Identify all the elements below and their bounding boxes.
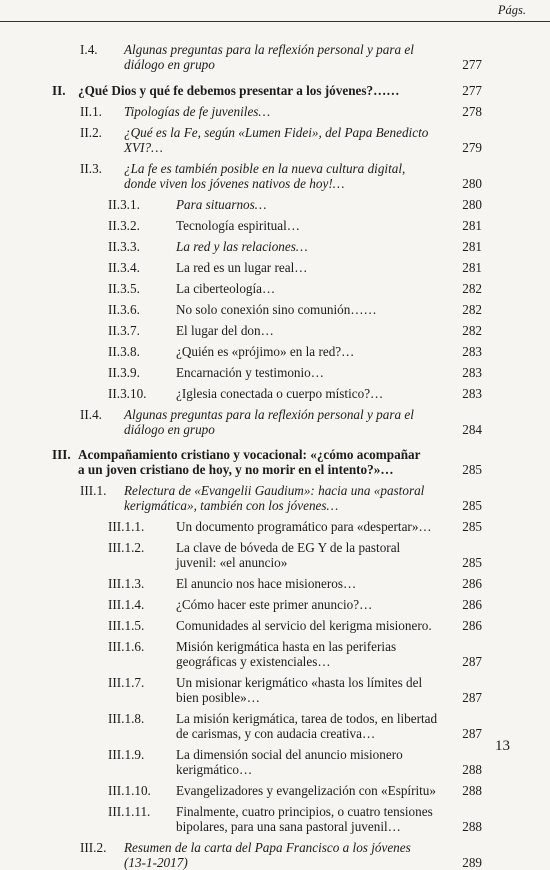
toc-entry-title	[78, 83, 452, 98]
toc-entry-title-line: Resumen de la carta del Papa Francisco a los jóvenes	[124, 840, 411, 855]
toc-entry-title-line: La dimensión social del anuncio misionero	[176, 747, 403, 762]
toc-entry-title-line: La red es un lugar real…	[176, 260, 308, 275]
toc-entry-number: II.3.8.	[108, 344, 140, 359]
toc-entry-title-line: La clave de bóveda de EG Y de la pastoral	[176, 540, 401, 555]
toc-entry-title-line: Relectura de «Evangelii Gaudium»: hacia una «pastoral	[124, 483, 425, 498]
toc-entry-page: 283	[462, 386, 482, 401]
toc-entry-number: II.3.	[80, 161, 102, 176]
toc-entry-title	[176, 675, 452, 705]
toc-entry-title-line: El lugar del don…	[176, 323, 274, 338]
toc-entry	[0, 42, 550, 72]
toc-entry-title	[124, 125, 452, 155]
toc-entry-page: 285	[462, 498, 482, 513]
toc-entry	[0, 365, 550, 380]
toc-entry-title-line: a un joven cristiano de hoy, y no morir en el intento?»…	[78, 462, 394, 477]
toc-entry-number: III.2.	[80, 840, 107, 855]
toc-entry-title	[176, 618, 452, 633]
toc-entry-title	[176, 281, 452, 296]
toc-entry-title	[124, 104, 452, 119]
page-column-label: Págs.	[497, 3, 526, 17]
toc-entry-number: II.2.	[80, 125, 102, 140]
toc-entry-title	[124, 840, 452, 870]
toc-entry-title-line: Tipologías de fe juveniles…	[124, 104, 271, 119]
toc-entry-number: III.	[52, 447, 71, 462]
toc-entry-title-line: Encarnación y testimonio…	[176, 365, 324, 380]
toc-entry-page: 281	[462, 239, 482, 254]
toc-entry-title-line: El anuncio nos hace misioneros…	[176, 576, 357, 591]
toc-entry-number: III.1.7.	[108, 675, 145, 690]
toc-entry	[0, 218, 550, 233]
toc-entry-page: 284	[462, 422, 482, 437]
toc-entry-number: II.3.7.	[108, 323, 140, 338]
toc-entry-page: 289	[462, 855, 482, 870]
toc-entry-title-line: kerigmático…	[176, 762, 253, 777]
toc-entry	[0, 344, 550, 359]
toc-entry	[0, 711, 550, 741]
toc-entry-title-line: juvenil: «el anuncio»	[176, 555, 288, 570]
toc-entry	[0, 161, 550, 191]
toc-entry-title-line: No solo conexión sino comunión……	[176, 302, 377, 317]
toc-entry-title	[176, 302, 452, 317]
toc-entry-title	[176, 597, 452, 612]
toc-entry-title-line: Un documento programático para «despertar»…	[176, 519, 432, 534]
toc-entry-number: II.3.9.	[108, 365, 140, 380]
toc-entry-title-line: bipolares, para una sana pastoral juvenil…	[176, 819, 401, 834]
toc-entry-title-line: XVI?…	[124, 140, 163, 155]
toc-entry-page: 288	[462, 783, 482, 798]
toc-entry-title	[176, 239, 452, 254]
toc-entry-number: I.4.	[80, 42, 98, 57]
toc-entry-title-line: ¿Quién es «prójimo» en la red?…	[176, 344, 355, 359]
toc-entry-title	[176, 519, 452, 534]
toc-entry-page: 287	[462, 726, 482, 741]
toc-entry-page: 287	[462, 654, 482, 669]
toc-entry	[0, 597, 550, 612]
toc-entry-page: 286	[462, 576, 482, 591]
toc-entry-page: 285	[462, 462, 482, 477]
toc-entry-title	[176, 639, 452, 669]
toc-entry	[0, 804, 550, 834]
toc-entry-title-line: diálogo en grupo	[124, 57, 215, 72]
toc-entry-title-line: Evangelizadores y evangelización con «Espíritu»	[176, 783, 436, 798]
toc-entry-page: 282	[462, 323, 482, 338]
toc-entry	[0, 125, 550, 155]
toc-entry	[0, 483, 550, 513]
toc-entry-title-line: Algunas preguntas para la reflexión personal y para el	[124, 407, 414, 422]
toc-entry-number: III.1.9.	[108, 747, 145, 762]
toc-entry-number: III.1.10.	[108, 783, 151, 798]
toc-entry-number: III.1.5.	[108, 618, 145, 633]
toc-entry-title-line: ¿Qué Dios y qué fe debemos presentar a los jóvenes?……	[78, 83, 400, 98]
toc-entry-page: 287	[462, 690, 482, 705]
toc-entry-title	[176, 365, 452, 380]
toc-entry	[0, 618, 550, 633]
toc-entry-title	[124, 407, 452, 437]
toc-entry-number: III.1.6.	[108, 639, 145, 654]
toc-entry-title	[176, 344, 452, 359]
toc-entry-title-line: diálogo en grupo	[124, 422, 215, 437]
toc-entry-title-line: geográficas y existenciales…	[176, 654, 331, 669]
toc-entry	[0, 540, 550, 570]
toc-entry-page: 281	[462, 218, 482, 233]
toc-entry-number: II.	[52, 83, 66, 98]
toc-entry-title	[176, 711, 452, 741]
toc-entry-number: II.3.1.	[108, 197, 140, 212]
toc-entry-number: II.3.5.	[108, 281, 140, 296]
toc-entry-title-line: ¿Cómo hacer este primer anuncio?…	[176, 597, 373, 612]
toc-entry-title-line: de carismas, y con audacia creativa…	[176, 726, 376, 741]
toc-entry-title-line: donde viven los jóvenes nativos de hoy!…	[124, 176, 345, 191]
toc-entry-number: II.3.6.	[108, 302, 140, 317]
toc-entry-title	[124, 483, 452, 513]
toc-entry	[0, 675, 550, 705]
toc-entry-page: 277	[462, 83, 482, 98]
toc-entry	[0, 783, 550, 798]
toc-entry	[0, 519, 550, 534]
toc-entry-title-line: ¿Iglesia conectada o cuerpo místico?…	[176, 386, 384, 401]
toc-entry	[0, 197, 550, 212]
toc-entry-title-line: Acompañamiento cristiano y vocacional: «¿cómo acompañar	[78, 447, 421, 462]
toc-entry-title-line: Un misionar kerigmático «hasta los límites del	[176, 675, 423, 690]
toc-entry-number: III.1.1.	[108, 519, 145, 534]
toc-entry-title	[176, 747, 452, 777]
toc-entry-page: 282	[462, 302, 482, 317]
toc-entry-number: III.1.	[80, 483, 107, 498]
page-number: 13	[495, 738, 510, 754]
toc-entry	[0, 576, 550, 591]
toc-entry-number: II.3.3.	[108, 239, 140, 254]
toc-entry	[0, 747, 550, 777]
toc-entry-title-line: Algunas preguntas para la reflexión personal y para el	[124, 42, 414, 57]
toc-entry-title-line: bien posible»…	[176, 690, 260, 705]
toc-entry-title	[78, 447, 452, 477]
toc-entry-title	[176, 783, 452, 798]
toc-entry-number: II.4.	[80, 407, 102, 422]
toc-entry-page: 283	[462, 344, 482, 359]
toc-entry-number: II.3.2.	[108, 218, 140, 233]
toc-entry-number: II.3.10.	[108, 386, 147, 401]
toc-entry	[0, 260, 550, 275]
toc-entry	[0, 386, 550, 401]
toc-entry-number: III.1.4.	[108, 597, 145, 612]
toc-entry-page: 280	[462, 197, 482, 212]
toc-entry-number: III.1.8.	[108, 711, 145, 726]
toc-entry-title-line: Misión kerigmática hasta en las periferias	[176, 639, 397, 654]
toc-entry-page: 281	[462, 260, 482, 275]
toc-entry-title-line: Finalmente, cuatro principios, o cuatro tensiones	[176, 804, 433, 819]
toc-entry	[0, 104, 550, 119]
toc-entry-title	[124, 42, 452, 72]
toc-entry-title	[176, 386, 452, 401]
toc-entry-number: II.3.4.	[108, 260, 140, 275]
toc-entry	[0, 407, 550, 437]
toc-entry-title	[124, 161, 452, 191]
toc-entry	[0, 83, 550, 98]
toc-entry-page: 280	[462, 176, 482, 191]
toc-entry	[0, 639, 550, 669]
toc-entry-title	[176, 540, 452, 570]
toc-entry	[0, 302, 550, 317]
toc-entry-number: III.1.11.	[108, 804, 151, 819]
toc-entry-page: 278	[462, 104, 482, 119]
toc-entry-title	[176, 218, 452, 233]
toc-entry-title	[176, 323, 452, 338]
toc-entry-page: 286	[462, 618, 482, 633]
toc-entry-number: III.1.3.	[108, 576, 145, 591]
toc-entry	[0, 447, 550, 477]
toc-entry	[0, 239, 550, 254]
toc-entry-page: 277	[462, 57, 482, 72]
toc-entry-title	[176, 197, 452, 212]
toc-entry	[0, 323, 550, 338]
toc-entry-title	[176, 576, 452, 591]
toc-entry-title-line: kerigmática», también con los jóvenes…	[124, 498, 339, 513]
toc-entry-number: III.1.2.	[108, 540, 145, 555]
toc-entry-page: 286	[462, 597, 482, 612]
toc-entry-title-line: ¿Qué es la Fe, según «Lumen Fidei», del Papa Benedicto	[124, 125, 429, 140]
toc-entry-title-line: La red y las relaciones…	[176, 239, 308, 254]
toc-entry-page: 282	[462, 281, 482, 296]
toc-entry-title-line: ¿La fe es también posible en la nueva cultura digital,	[124, 161, 406, 176]
toc-entry-title	[176, 804, 452, 834]
toc-entry-number: II.1.	[80, 104, 102, 119]
toc-entry-page: 285	[462, 519, 482, 534]
toc-entry-page: 283	[462, 365, 482, 380]
toc-entry-title-line: La misión kerigmática, tarea de todos, en libertad	[176, 711, 438, 726]
toc-entry	[0, 281, 550, 296]
toc-entry-title-line: Para situarnos…	[176, 197, 267, 212]
toc-entry-page: 288	[462, 762, 482, 777]
toc-entry-page: 285	[462, 555, 482, 570]
toc-entry-title-line: (13-1-2017)	[124, 855, 188, 870]
toc-entry-title-line: Comunidades al servicio del kerigma misionero.	[176, 618, 432, 633]
toc-entry-title	[176, 260, 452, 275]
toc-entry-title-line: Tecnología espiritual…	[176, 218, 300, 233]
toc-entry-page: 288	[462, 819, 482, 834]
toc-entry	[0, 840, 550, 870]
toc-entry-title-line: La ciberteología…	[176, 281, 276, 296]
toc-entry-page: 279	[462, 140, 482, 155]
